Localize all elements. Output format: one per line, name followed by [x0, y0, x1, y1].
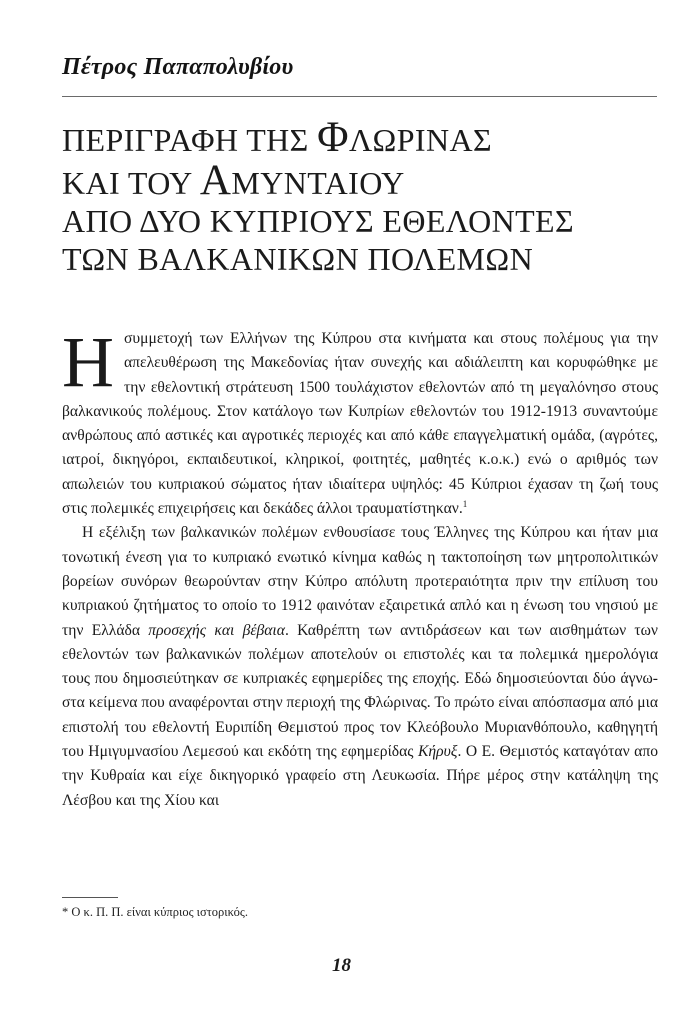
- footnote: * Ο κ. Π. Π. είναι κύπριος ιστορικός.: [62, 905, 248, 919]
- title-line-1-end: ΛΩΡΙΝΑΣ: [348, 122, 493, 158]
- paragraph-2-emphasis-1: προσεχής και βέβαια: [148, 621, 285, 639]
- article-body: [62, 322, 658, 813]
- footnote-rule: [62, 897, 118, 898]
- title-line-2: [62, 159, 662, 202]
- paragraph-2: [62, 521, 658, 813]
- title-large-initial-alpha: Α: [199, 157, 232, 204]
- title-line-4: ΤΩΝ ΒΑΛΚΑΝΙΚΩΝ ΠΟΛΕΜΩΝ: [62, 241, 534, 277]
- title-line-1: [62, 116, 662, 159]
- paragraph-2-text-b: . Καθρέπτη των αντιδράσεων και των αισθημάτων των εθελοντών των βαλκανικών πολέμων αποτελούν οι επιστολές και τα πολεμικά ημερολόγια τους που δημοσιεύτηκαν σε κυπριακές εφημερίδες της εποχής. Εδώ δημοσιεύονται δύο άγνωστα κείμενα που αναφέρονται στην περιοχή της Φλώρινας. Το πρώτο είναι απόσπασμα από μια επιστολή του εθελοντή Ευριπίδη Θεμιστού προς τον Κλεόβουλο Μυριανθόπουλο, καθηγητή του Ημιγυμνασίου Λεμεσού και εκδότη της εφημερίδας: [62, 621, 658, 761]
- author-name: Πέτρος Παπαπολυβίου: [62, 54, 294, 80]
- paragraph-2-text-c: . Ο Ε. Θεμιστός καταγόταν απο την Κυθραία και είχε δικηγορικό γραφείο στη Λευκωσία. Πήρε μέρος στην κατάληψη της Λέσβου και της Χίου και: [62, 743, 658, 809]
- title-line-2-start: ΚΑΙ ΤΟΥ: [62, 165, 200, 201]
- paragraph-1: [62, 322, 658, 521]
- footnote-reference[interactable]: 1: [462, 499, 468, 510]
- paragraph-1-text: συμμετοχή των Ελλήνων της Κύπρου στα κινήματα και στους πολέμους για την απελευθέρωση της Μακεδονίας ήταν συνεχής και αδιάλειπτη και κορυφώθηκε με την εθελοντική στράτευση 1500 τουλάχιστον εθελοντών από τη μεγαλόνησο στους βαλκανικούς πολέμους. Στον κατάλογο των Κυπρίων εθελοντών του 1912-1913 συναντούμε ανθρώπους από αστικές και αγροτικές περιοχές και από κάθε επαγγελματική ομάδα, (αγρότες, ιατροί, δικηγόροι, εκπαιδευτικοί, κληρικοί, φοιτητές, μαθητές κ.ο.κ.) ενώ ο αριθμός των απωλειών του κυπριακού σώματος ήταν ιδιαίτερα υψηλός: 45 Κύπριοι έχασαν τη ζωή τους στις πολεμικές επιχειρήσεις και δεκάδες άλλοι τραυματίστηκαν.: [62, 330, 658, 518]
- title-line-2-end: ΜΥΝΤΑΙΟΥ: [231, 165, 405, 201]
- title-large-initial-phi: Φ: [317, 114, 349, 161]
- header-rule: [62, 96, 657, 97]
- drop-cap: Η: [62, 322, 114, 402]
- paragraph-2-text-a: Η εξέλιξη των βαλκανικών πολέμων ενθουσίασε τους Έλληνες της Κύπρου και ήταν μια τονωτική ένεση για το κυπριακό ενωτικό κίνημα καθώς η τακτοποίηση των μητροπολιτικών βορείων συνόρων θεωρούνταν στην Κύπρο απόλυτη προτεραιότητα πριν την επίλυση του κυπριακού ζητήματος το οποίο το 1912 φαινόταν εξαιρετικά απλό και η ένωση του νησιού με την Ελλάδα: [62, 524, 658, 639]
- title-line-1-start: ΠΕΡΙΓΡΑΦΗ ΤΗΣ: [62, 122, 318, 158]
- title-line-3: ΑΠΟ ΔΥΟ ΚΥΠΡΙΟΥΣ ΕΘΕΛΟΝΤΕΣ: [62, 203, 575, 239]
- newspaper-name-keryx: Κήρυξ: [417, 743, 458, 761]
- page-number: 18: [332, 955, 351, 976]
- article-title: [62, 116, 662, 278]
